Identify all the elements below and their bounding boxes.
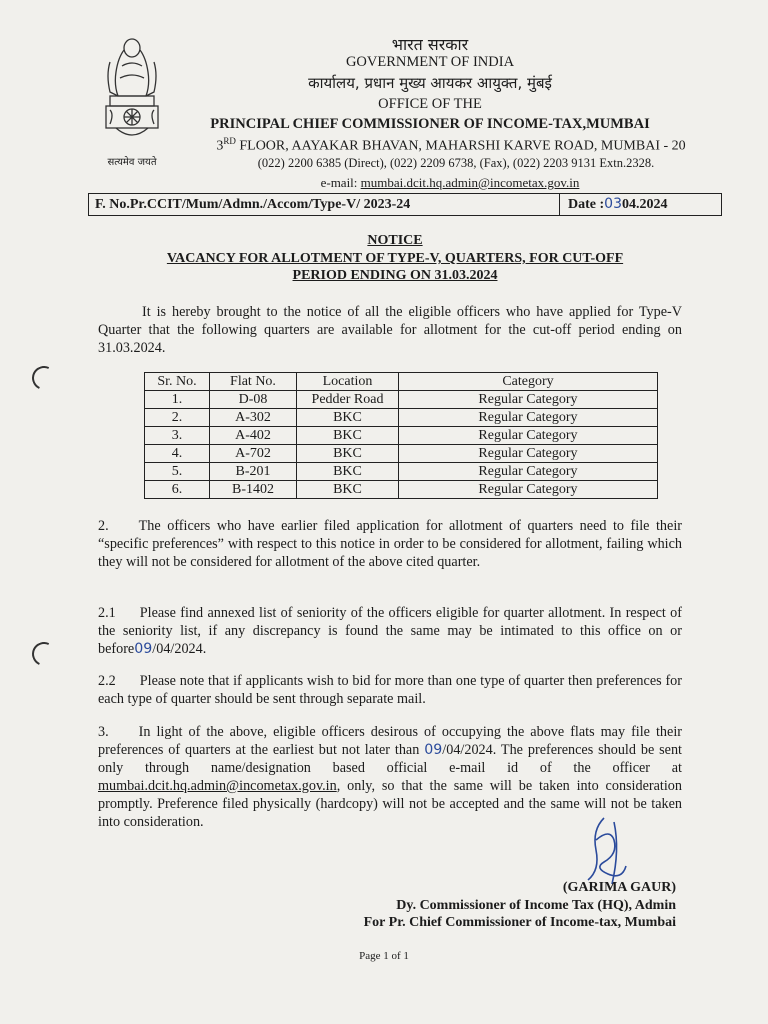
cell-flat: A-302 xyxy=(210,409,297,427)
notice-heading: NOTICE xyxy=(367,233,423,248)
quarters-table xyxy=(144,372,658,499)
cell-location: BKC xyxy=(297,409,399,427)
table-row xyxy=(145,481,658,499)
cell-category: Regular Category xyxy=(399,391,658,409)
table-row xyxy=(145,427,658,445)
signatory-designation: Dy. Commissioner of Income Tax (HQ), Admin xyxy=(396,898,676,913)
punch-hole-mark xyxy=(29,639,60,670)
page-number: Page 1 of 1 xyxy=(359,950,409,962)
signatory-name: (GARIMA GAUR) xyxy=(562,880,676,895)
col-header-location: Location xyxy=(297,373,399,391)
cell-sr: 1. xyxy=(145,391,210,409)
body-email-link[interactable]: mumbai.dcit.hq.admin@incometax.gov.in xyxy=(98,778,337,794)
address: 3RD FLOOR, AAYAKAR BHAVAN, MAHARSHI KARVE ROAD, MUMBAI - 20 xyxy=(216,136,686,154)
header-email-link[interactable]: mumbai.dcit.hq.admin@incometax.gov.in xyxy=(360,175,580,190)
cell-location: BKC xyxy=(297,463,399,481)
cell-location: BKC xyxy=(297,427,399,445)
signature-scribble xyxy=(574,810,634,890)
govt-of-india: GOVERNMENT OF INDIA xyxy=(345,54,515,70)
table-row xyxy=(145,463,658,481)
subject-line-1: VACANCY FOR ALLOTMENT OF TYPE-V, QUARTERS, FOR CUT-OFF xyxy=(166,251,624,266)
table-row xyxy=(145,445,658,463)
paragraph-2: 2. The officers who have earlier filed application for allotment of quarters need to file their “specific preferences” with respect to this notice in order to be considered for allotment, failing which they will not be considered for allotment of the above cited quarter. xyxy=(98,518,682,570)
signatory-for-line: For Pr. Chief Commissioner of Income-tax, Mumbai xyxy=(363,915,676,930)
col-header-category: Category xyxy=(399,373,658,391)
handwritten-day: 09 xyxy=(134,641,153,657)
cell-flat: A-402 xyxy=(210,427,297,445)
cell-sr: 2. xyxy=(145,409,210,427)
cell-category: Regular Category xyxy=(399,481,658,499)
cell-sr: 4. xyxy=(145,445,210,463)
col-header-flat: Flat No. xyxy=(210,373,297,391)
office-of-the: OFFICE OF THE xyxy=(378,96,482,112)
table-header-row xyxy=(145,373,658,391)
table-row xyxy=(145,409,658,427)
cell-sr: 5. xyxy=(145,463,210,481)
state-emblem xyxy=(96,30,168,180)
cell-location: BKC xyxy=(297,445,399,463)
phone-numbers: (022) 2200 6385 (Direct), (022) 2209 6738, (Fax), (022) 2203 9131 Extn.2328. xyxy=(257,156,655,170)
paragraph-2-2: 2.2 Please note that if applicants wish to bid for more than one type of quarter then preferences for each type of quarter should be sent through separate mail. xyxy=(98,673,682,707)
subject-line-2: PERIOD ENDING ON 31.03.2024 xyxy=(292,268,498,283)
hindi-office: कार्यालय, प्रधान मुख्य आयकर आयुक्त, मुंबई xyxy=(308,74,552,92)
cell-sr: 6. xyxy=(145,481,210,499)
reference-box xyxy=(88,193,722,216)
cell-location: BKC xyxy=(297,481,399,499)
lion-capital-icon xyxy=(96,30,168,155)
cell-flat: D-08 xyxy=(210,391,297,409)
file-number: F. No.Pr.CCIT/Mum/Admn./Accom/Type-V/ 2023-24 xyxy=(89,194,560,215)
table-row xyxy=(145,391,658,409)
cell-flat: B-1402 xyxy=(210,481,297,499)
col-header-sr: Sr. No. xyxy=(145,373,210,391)
cell-sr: 3. xyxy=(145,427,210,445)
paragraph-2-1: 2.1 Please find annexed list of seniority of the officers eligible for quarter allotment. In respect of the seniority list, if any discrepancy is found the same may be intimated to this office on or before09/04/2024. xyxy=(98,605,682,657)
notice-date: Date :0304.2024 xyxy=(568,196,668,212)
handwritten-day: 09 xyxy=(424,742,443,758)
cell-category: Regular Category xyxy=(399,445,658,463)
paragraph-3: 3. In light of the above, eligible officers desirous of occupying the above flats may file their preferences of quarters at the earliest but not later than 09/04/2024. The preferences should be sent only through name/designation based official e-mail id of the officer at mumbai.dcit.hq.admin@incometax.gov.in, only, so that the same will be taken into consideration promptly. Preference filed physically (hardcopy) will not be accepted and the same will not be taken into consideration. xyxy=(98,724,682,830)
pcit-title: PRINCIPAL CHIEF COMMISSIONER OF INCOME-TAX,MUMBAI xyxy=(210,116,650,132)
emblem-motto: सत्यमेव जयते xyxy=(107,157,157,168)
email-line: e-mail: mumbai.dcit.hq.admin@incometax.gov.in xyxy=(320,175,580,190)
cell-flat: B-201 xyxy=(210,463,297,481)
punch-hole-mark xyxy=(29,363,60,394)
cell-category: Regular Category xyxy=(399,463,658,481)
handwritten-date: 03 xyxy=(604,196,622,212)
cell-flat: A-702 xyxy=(210,445,297,463)
cell-category: Regular Category xyxy=(399,427,658,445)
cell-location: Pedder Road xyxy=(297,391,399,409)
intro-paragraph: It is hereby brought to the notice of all the eligible officers who have applied for Type-V Quarter that the following quarters are available for allotment for the cut-off period ending on 31.03.2024. xyxy=(98,304,682,356)
cell-category: Regular Category xyxy=(399,409,658,427)
hindi-govt: भारत सरकार xyxy=(391,35,469,54)
